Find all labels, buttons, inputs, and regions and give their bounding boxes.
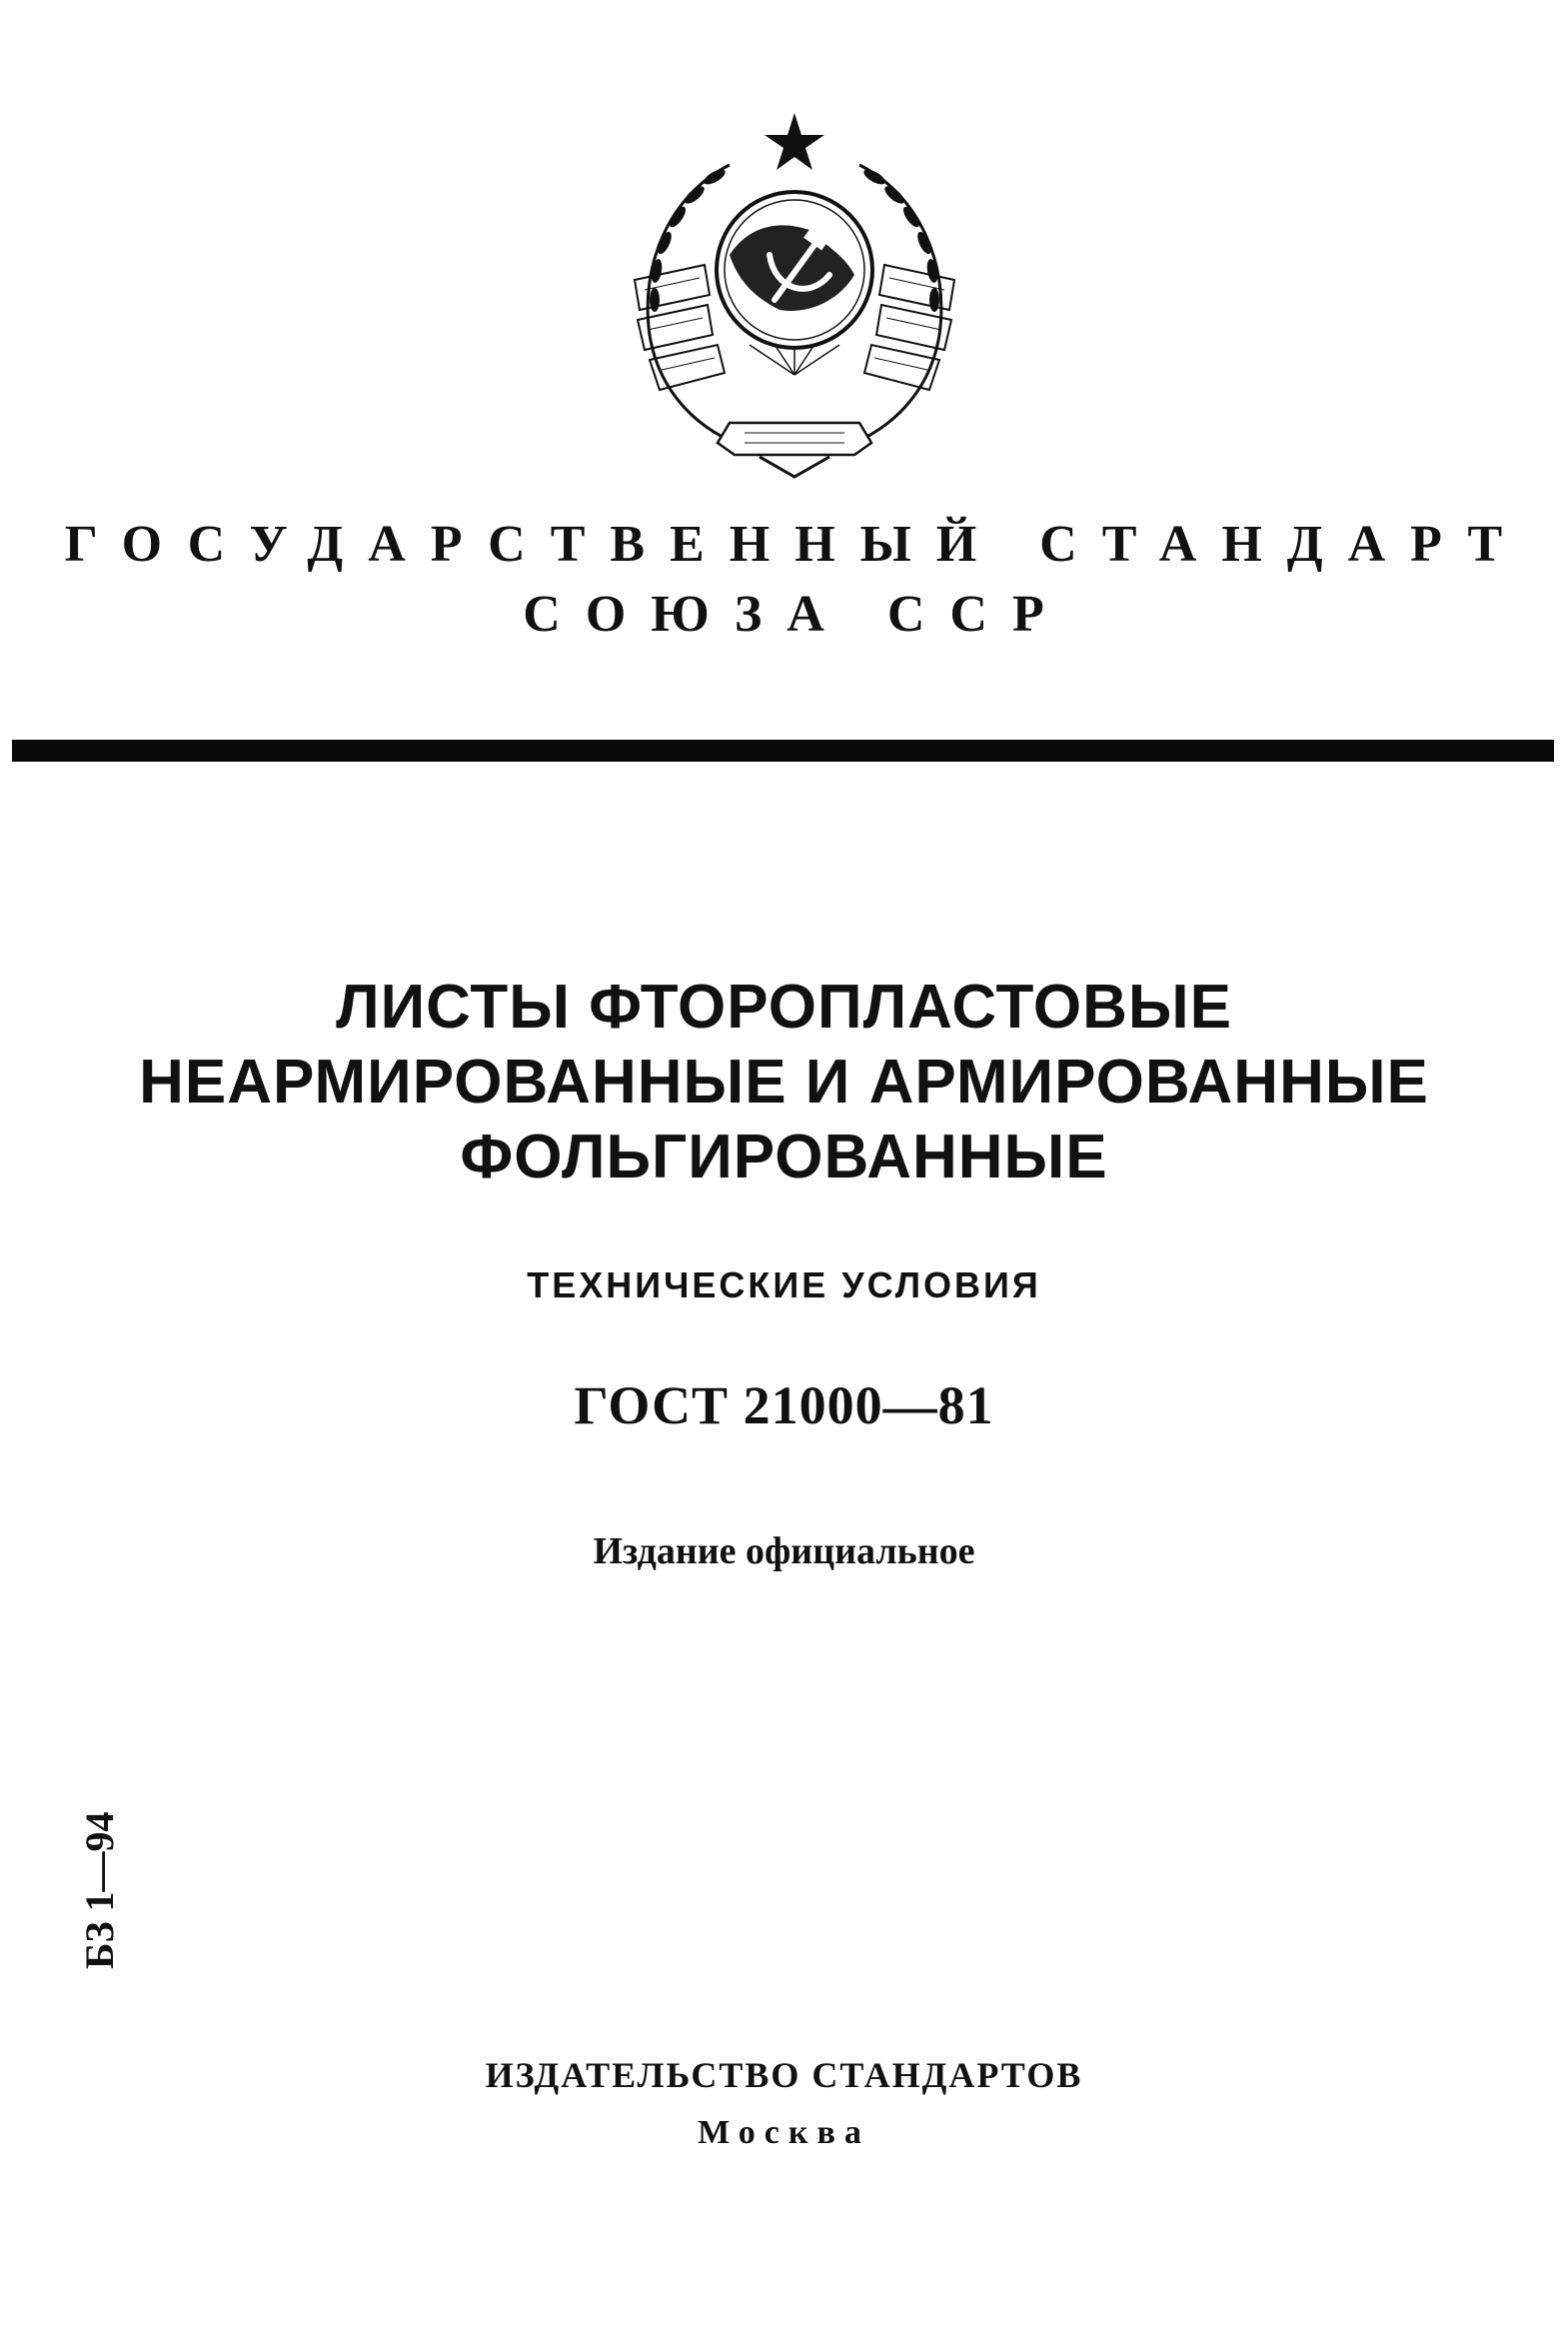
header-title: ГОСУДАРСТВЕННЫЙ СТАНДАРТ	[64, 516, 1528, 573]
standard-number: ГОСТ 21000—81	[574, 1375, 994, 1435]
divider-rule	[12, 740, 1554, 762]
ussr-coat-of-arms-icon	[610, 105, 979, 485]
publisher-name: ИЗДАТЕЛЬСТВО СТАНДАРТОВ	[485, 2055, 1083, 2095]
side-code: БЗ 1—94	[77, 1811, 122, 1969]
title-line-1: ЛИСТЫ ФТОРОПЛАСТОВЫЕ	[336, 973, 1232, 1042]
publisher-city: Москва	[698, 2114, 870, 2151]
header-subtitle: СОЮЗА ССР	[523, 586, 1069, 643]
document-title	[0, 970, 1568, 1194]
title-line-3: ФОЛЬГИРОВАННЫЕ	[460, 1123, 1108, 1191]
edition-label: Издание официальное	[593, 1530, 975, 1572]
title-line-2: НЕАРМИРОВАННЫЕ И АРМИРОВАННЫЕ	[139, 1048, 1429, 1117]
document-subtitle: ТЕХНИЧЕСКИЕ УСЛОВИЯ	[527, 1264, 1041, 1305]
